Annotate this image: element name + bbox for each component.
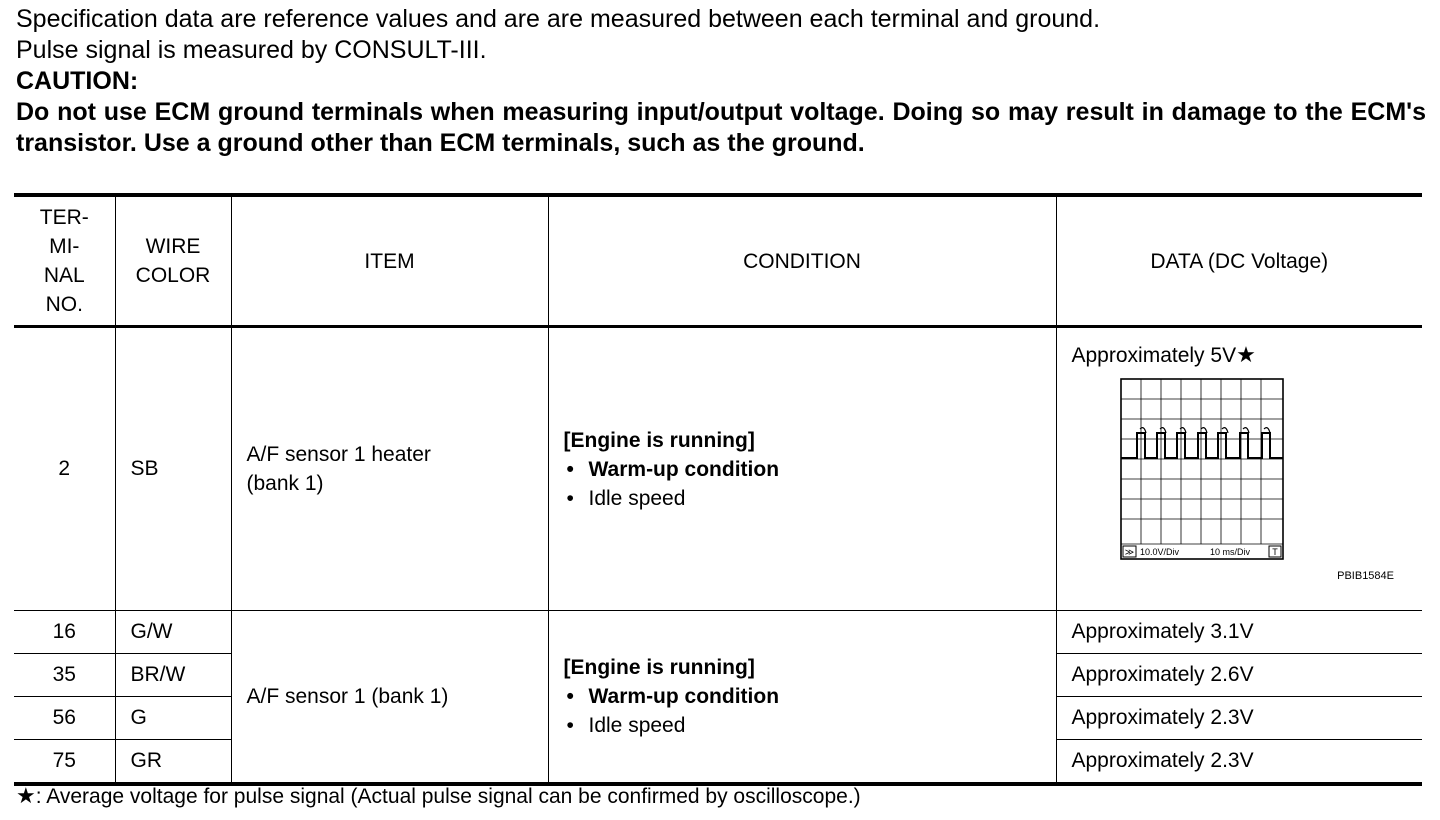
pulse-note: Pulse signal is measured by CONSULT-III.: [16, 36, 487, 64]
intro-section: [16, 4, 1426, 159]
item-cell: A/F sensor 1 (bank 1): [231, 611, 548, 785]
header-data: DATA (DC Voltage): [1056, 195, 1422, 327]
header-terminal-no: TER- MI- NAL NO.: [14, 195, 115, 327]
condition-item: • Idle speed: [564, 484, 1056, 513]
scope-voltage-scale: 10.0V/Div: [1139, 547, 1179, 557]
item-cell: A/F sensor 1 heater (bank 1): [231, 327, 548, 611]
terminal-spec-table: [14, 193, 1422, 786]
data-cell: Approximately 2.6V: [1056, 654, 1422, 697]
condition-list: [564, 682, 1056, 740]
wire-color-cell: SB: [115, 327, 231, 611]
terminal-no-cell: 35: [14, 654, 115, 697]
data-cell: Approximately 2.3V: [1056, 740, 1422, 785]
wire-color-cell: G: [115, 697, 231, 740]
star-icon: ★: [1236, 342, 1256, 367]
condition-list: [564, 455, 1056, 513]
star-icon: ★: [16, 783, 36, 808]
oscilloscope-waveform: [1120, 378, 1286, 560]
terminal-no-cell: 2: [14, 327, 115, 611]
footnote-text: : Average voltage for pulse signal (Actual pulse signal can be confirmed by oscilloscope.): [35, 785, 861, 808]
scope-left-icon: ≫: [1124, 547, 1134, 557]
condition-item: • Warm-up condition: [564, 682, 1056, 711]
footnote: [16, 783, 861, 810]
condition-item: • Idle speed: [564, 711, 1056, 740]
header-condition: CONDITION: [548, 195, 1056, 327]
data-cell: [1056, 327, 1422, 611]
table-row: [14, 327, 1422, 611]
caution-text: Do not use ECM ground terminals when measuring input/output voltage. Doing so may result in damage to the ECM's transistor. Use a ground other than ECM terminals, such as the ground.: [16, 98, 1426, 157]
condition-cell: [548, 611, 1056, 785]
header-item: ITEM: [231, 195, 548, 327]
figure-caption: PBIB1584E: [1337, 570, 1394, 582]
data-cell: Approximately 2.3V: [1056, 697, 1422, 740]
condition-cell: [548, 327, 1056, 611]
wire-color-cell: BR/W: [115, 654, 231, 697]
data-value: Approximately 5V★: [1071, 342, 1256, 367]
wire-color-cell: GR: [115, 740, 231, 785]
scope-trigger-icon: T: [1271, 547, 1278, 557]
condition-item: • Warm-up condition: [564, 455, 1056, 484]
table-header-row: [14, 195, 1422, 327]
condition-heading: [Engine is running]: [563, 428, 755, 452]
wire-color-cell: G/W: [115, 611, 231, 654]
header-wire-color: WIRE COLOR: [115, 195, 231, 327]
condition-heading: [Engine is running]: [563, 656, 755, 679]
caution-label: CAUTION:: [16, 67, 139, 95]
terminal-no-cell: 56: [14, 697, 115, 740]
scope-time-scale: 10 ms/Div: [1209, 547, 1250, 557]
table-row: [14, 611, 1422, 654]
terminal-no-cell: 16: [14, 611, 115, 654]
spec-note: Specification data are reference values and are are measured between each terminal and ground.: [16, 5, 1101, 33]
terminal-no-cell: 75: [14, 740, 115, 785]
data-cell: Approximately 3.1V: [1056, 611, 1422, 654]
